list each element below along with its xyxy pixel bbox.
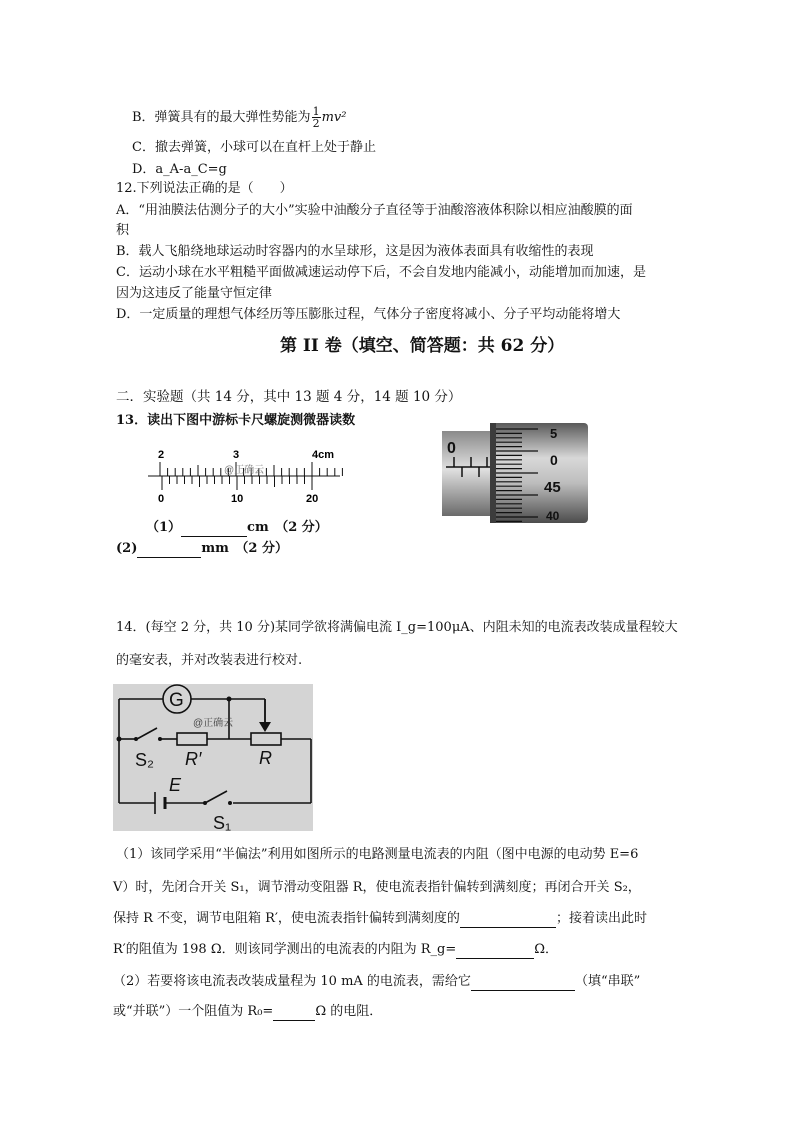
thimble-label: 45 <box>544 479 561 496</box>
thimble-label: 40 <box>546 509 560 523</box>
q13-stem: 13．读出下图中游标卡尺螺旋测微器读数 <box>116 413 356 428</box>
q11-option-c: C．撤去弹簧，小球可以在直杆上处于静止 <box>132 140 376 155</box>
sleeve-label: 0 <box>447 440 456 457</box>
main-scale-label: 3 <box>233 449 240 461</box>
section2-title: 二．实验题（共 14 分，其中 13 题 4 分，14 题 10 分） <box>116 389 462 405</box>
q14-part1-line4: R′的阻值为 198 Ω．则该同学测出的电流表的内阻为 R_g= Ω． <box>113 942 559 957</box>
q14-stem-line2: 的毫安表，并对改装表进行校对. <box>116 653 303 668</box>
thimble-label: 0 <box>550 452 558 468</box>
vernier-label: 0 <box>158 493 165 505</box>
e-label: E <box>169 775 182 795</box>
answer-blank[interactable] <box>460 913 556 928</box>
q13-answer-2: (2) mm （2 分） <box>116 541 288 556</box>
s1-label: S₁ <box>213 813 232 831</box>
micrometer-figure <box>442 421 592 524</box>
q14-part1-line2: V）时，先闭合开关 S₁，调节滑动变阻器 R，使电流表指针偏转到满刻度；再闭合开关 S₂， <box>113 880 641 895</box>
s2-label: S₂ <box>135 750 154 770</box>
q12-option-a-line2: 积 <box>116 223 130 238</box>
main-scale-label: 2 <box>158 449 165 461</box>
answer-blank[interactable] <box>273 1006 315 1021</box>
galvanometer-label: G <box>169 690 184 711</box>
q12-stem: 12.下列说法正确的是（ ） <box>116 181 293 196</box>
answer-blank[interactable] <box>471 976 575 991</box>
vernier-label: 10 <box>231 493 244 505</box>
q14-part2-line2: 或“并联”）一个阻值为 R₀= Ω 的电阻． <box>113 1004 383 1019</box>
r-label: R <box>259 748 272 768</box>
circuit-diagram <box>113 684 313 831</box>
vernier-caliper-figure <box>140 442 350 512</box>
answer-blank[interactable] <box>137 543 201 558</box>
answer-blank[interactable] <box>181 522 247 537</box>
q11-option-b <box>132 106 346 129</box>
q11-option-b-text: B．弹簧具有的最大弹性势能为 <box>132 110 311 125</box>
q14-stem-line1: 14．(每空 2 分，共 10 分)某同学欲将满偏电流 I_g=100μA、内阻未知的电流表改装成量程较大 <box>116 620 678 635</box>
q13-answer-1: （1） cm （2 分） <box>146 520 328 535</box>
answer-blank[interactable] <box>456 944 534 959</box>
q11-option-b-formula: mv² <box>321 110 347 125</box>
r-prime-label: R′ <box>185 749 202 769</box>
q14-part1-line1: （1）该同学采用“半偏法”利用如图所示的电路测量电流表的内阻（图中电源的电动势 E=6 <box>116 847 639 862</box>
vernier-label: 20 <box>306 493 319 505</box>
watermark: @正确云 <box>224 465 265 476</box>
q14-part2-line1: （2）若要将该电流表改装成量程为 10 mA 的电流表，需给它 （填“串联” <box>113 974 641 989</box>
thimble-label: 5 <box>550 426 558 441</box>
q12-option-c-line1: C．运动小球在水平粗糙平面做减速运动停下后，不会自发地内能减小，动能增加而加速，是 <box>116 265 646 280</box>
q12-option-b: B．载人飞船绕地球运动时容器内的水呈球形，这是因为液体表面具有收缩性的表现 <box>116 244 594 259</box>
q11-option-d: D．a_A-a_C=g <box>132 162 227 177</box>
watermark: @正确云 <box>193 718 234 729</box>
fraction: $\frac{1}{2}$ <box>312 105 320 130</box>
q14-part1-line3: 保持 R 不变，调节电阻箱 R′，使电流表指针偏转到满刻度的 ；接着读出此时 <box>113 911 647 926</box>
q12-option-c-line2: 因为这违反了能量守恒定律 <box>116 286 273 301</box>
vernier-scale-ticks <box>162 476 312 490</box>
q12-option-d: D．一定质量的理想气体经历等压膨胀过程，气体分子密度将减小、分子平均动能将增大 <box>116 307 621 322</box>
part2-title: 第 II 卷（填空、简答题：共 62 分） <box>280 336 565 356</box>
q12-option-a-line1: A．“用油膜法估测分子的大小”实验中油酸分子直径等于油酸溶液体积除以相应油酸膜的面 <box>116 203 633 218</box>
main-scale-label: 4cm <box>312 449 335 461</box>
